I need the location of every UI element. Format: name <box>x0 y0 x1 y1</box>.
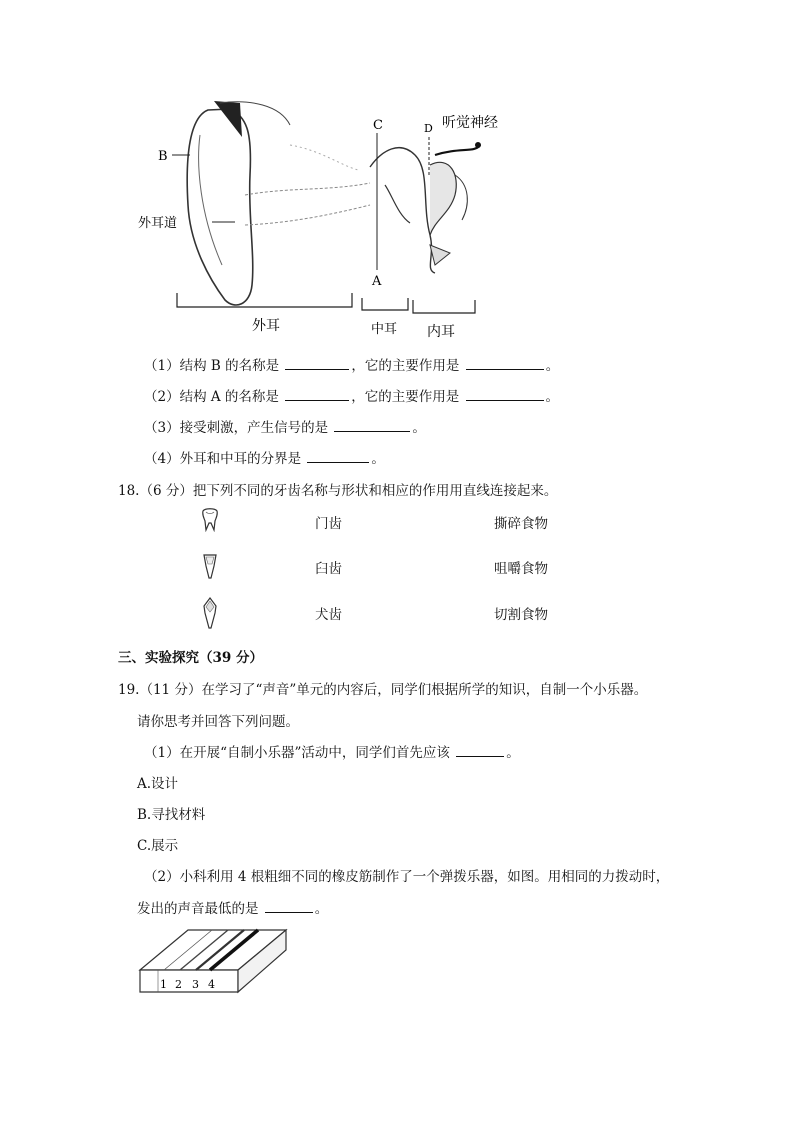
tooth-name-2: 臼齿 <box>315 561 342 577</box>
q17-sub3-blank[interactable] <box>334 419 410 432</box>
q19-option-a: A.设计 <box>137 776 179 792</box>
q17-sub1-blank-2[interactable] <box>466 357 544 370</box>
q17-sub2: （2）结构 A 的名称是 ，它的主要作用是 。 <box>144 389 560 405</box>
ear-label-c: C <box>373 118 383 133</box>
section-title: 三、实验探究（39 分） <box>118 650 263 666</box>
tooth-name-1: 门齿 <box>315 516 342 532</box>
q17-sub4-blank[interactable] <box>307 450 369 463</box>
q19-sub1: （1）在开展“自制小乐器”活动中，同学们首先应该 。 <box>144 745 520 761</box>
ear-label-nerve: 听觉神经 <box>442 115 498 131</box>
q17-sub4: （4）外耳和中耳的分界是 。 <box>144 451 385 467</box>
tooth-function-2: 咀嚼食物 <box>494 561 548 577</box>
ear-label-d: D <box>424 122 433 135</box>
q19-sub1-blank[interactable] <box>456 744 504 757</box>
band-number-3: 3 <box>192 978 199 991</box>
q19-option-b: B.寻找材料 <box>137 807 206 823</box>
q19-stem-line1: 19.（11 分）在学习了“声音”单元的内容后，同学们根据所学的知识，自制一个小乐器。 <box>118 682 648 698</box>
q17-sub1-blank-1[interactable] <box>285 357 349 370</box>
ear-diagram <box>130 95 550 345</box>
ear-label-inner: 内耳 <box>427 324 455 340</box>
ear-label-middle: 中耳 <box>371 322 398 337</box>
band-number-1: 1 <box>160 978 167 991</box>
tooth-function-1: 撕碎食物 <box>494 516 548 532</box>
ear-label-canal: 外耳道 <box>138 216 178 231</box>
ear-label-a: A <box>372 274 382 289</box>
q19-option-c: C.展示 <box>137 838 179 854</box>
tooth-function-3: 切割食物 <box>494 607 548 623</box>
molar-icon <box>200 508 220 532</box>
rubber-band-board <box>136 926 296 998</box>
q19-stem-line2: 请你思考并回答下列问题。 <box>137 714 299 730</box>
incisor-icon <box>201 552 219 580</box>
ear-label-b: B <box>158 149 168 164</box>
q19-sub2-line2: 发出的声音最低的是 。 <box>137 901 329 917</box>
q19-sub2-line1: （2）小科利用 4 根粗细不同的橡皮筋制作了一个弹拨乐器，如图。用相同的力拨动时， <box>144 869 670 885</box>
ear-label-outer: 外耳 <box>252 318 280 334</box>
q17-sub2-blank-2[interactable] <box>466 388 544 401</box>
tooth-name-3: 犬齿 <box>315 607 342 623</box>
q19-sub2-blank[interactable] <box>265 900 313 913</box>
q18-stem: 18.（6 分）把下列不同的牙齿名称与形状和相应的作用用直线连接起来。 <box>118 483 558 499</box>
q17-sub2-blank-1[interactable] <box>285 388 349 401</box>
canine-icon <box>200 596 220 630</box>
band-number-4: 4 <box>208 978 215 991</box>
band-number-2: 2 <box>175 978 182 991</box>
q17-sub1: （1）结构 B 的名称是 ，它的主要作用是 。 <box>144 358 560 374</box>
q17-sub3: （3）接受刺激，产生信号的是 。 <box>144 420 426 436</box>
